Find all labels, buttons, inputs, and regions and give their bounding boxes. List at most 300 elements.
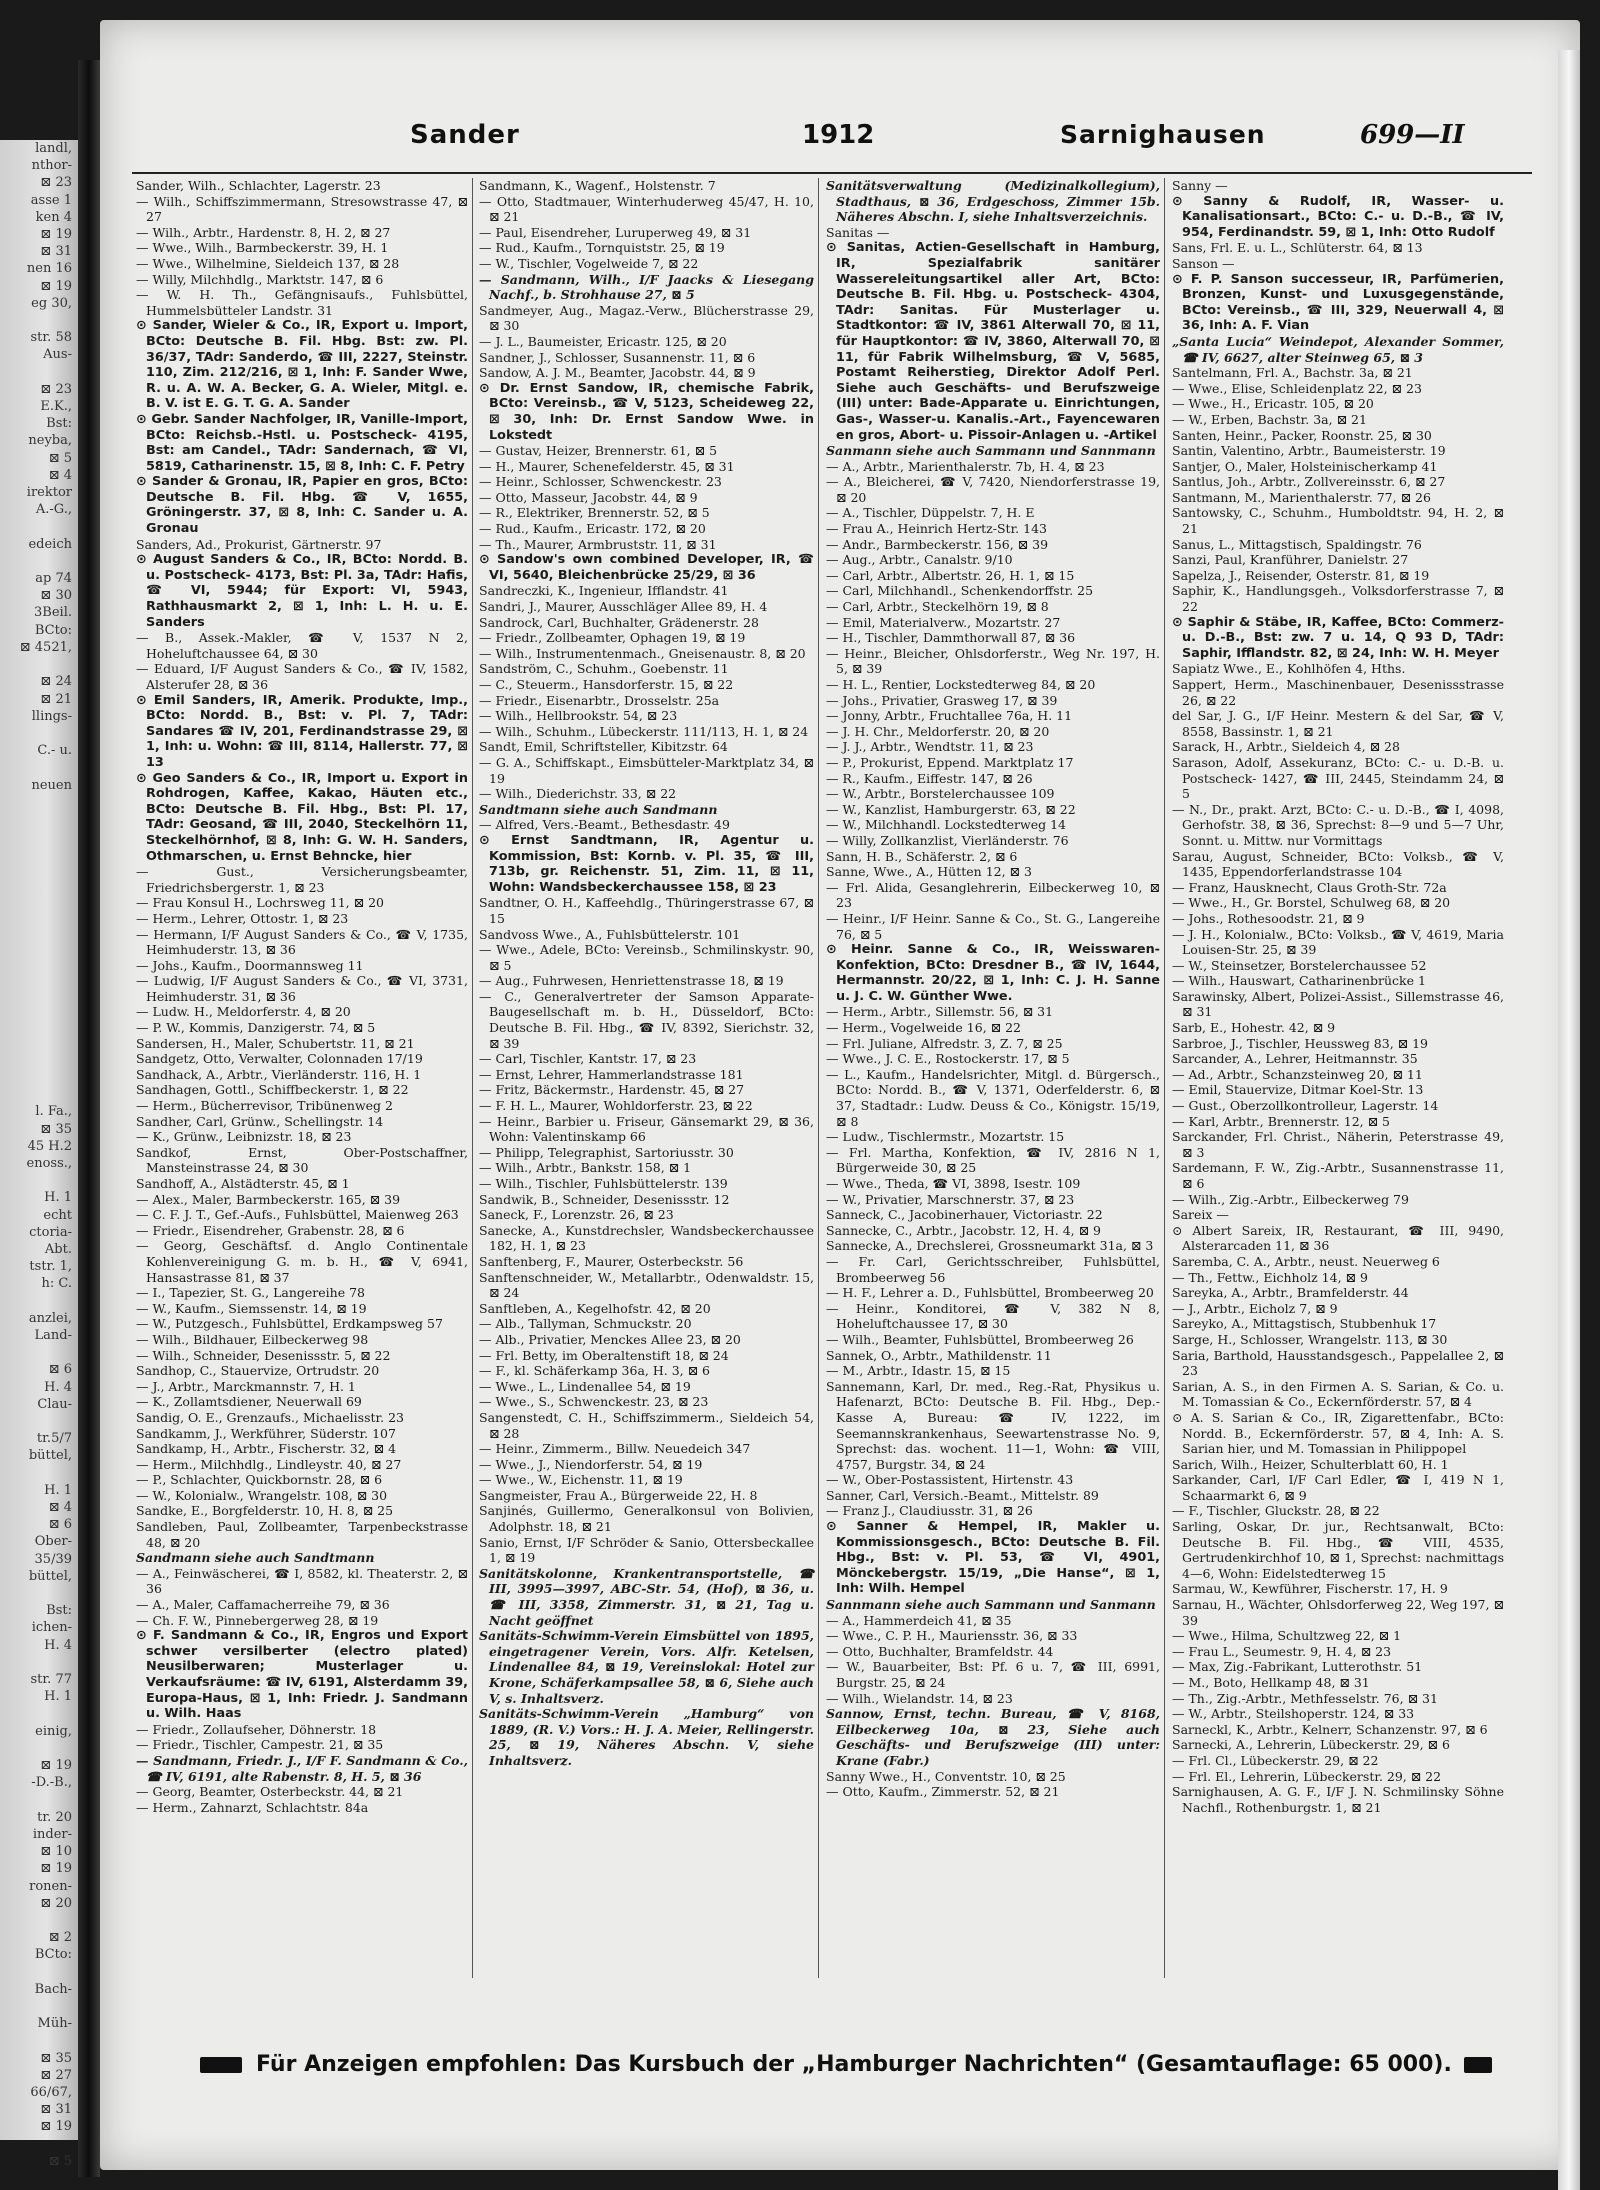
- directory-entry: — Wwe., Wilhelmine, Sieldeich 137, ⊠ 28: [136, 255, 400, 271]
- directory-entry: — Carl, Arbtr., Albertstr. 26, H. 1, ⊠ 15: [826, 567, 1075, 583]
- directory-entry: — Eduard, I/F August Sanders & Co., ☎ IV, 1582, Alsterufer 28, ⊠ 36: [136, 661, 468, 692]
- directory-entry: — Max, Zig.-Fabrikant, Lutterothstr. 51: [1172, 1659, 1423, 1675]
- facing-page-fragment: 35/39: [34, 1551, 72, 1567]
- directory-entry: Sannecke, C., Arbtr., Jacobstr. 12, H. 4, ⊠ 9: [826, 1222, 1101, 1238]
- directory-entry: Sannecke, A., Drechslerei, Grossneumarkt 31a, ⊠ 3: [826, 1238, 1154, 1254]
- facing-page-fragment: Ober-: [34, 1534, 72, 1550]
- directory-entry: — P., Schlachter, Quickbornstr. 28, ⊠ 6: [136, 1472, 383, 1488]
- directory-entry: — B., Assek.-Makler, ☎ V, 1537 N 2, Hoheluftchaussee 64, ⊠ 30: [136, 630, 468, 661]
- directory-entry: — C., Generalvertreter der Samson Apparate-Baugesellschaft m. b. H., Düsseldorf, BCto: Deutsche B. Fil. Hbg., ☎ IV, 8392, Sierichstr. 32, ⊠ 39: [479, 988, 814, 1051]
- directory-entry: — Ludw., Tischlermstr., Mozartstr. 15: [826, 1129, 1065, 1145]
- directory-entry: — Wilh., Schuhm., Lübeckerstr. 111/113, H. 1, ⊠ 24: [479, 723, 809, 739]
- directory-entry: Sandtmann siehe auch Sandmann: [479, 801, 718, 817]
- directory-entry: Sandmeyer, Aug., Magaz.-Verw., Blücherstrasse 29, ⊠ 30: [479, 302, 814, 334]
- pointing-hand-icon: [200, 2057, 242, 2073]
- facing-page-fragment: [0, 1998, 78, 2015]
- facing-page-fragment: [0, 914, 78, 931]
- directory-entry: ⊙ Gebr. Sander Nachfolger, IR, Vanille-Import, BCto: Reichsb.-Hstl. u. Postscheck- 4195, Bst: am Candel., TAdr: Sandernach, ☎ VI, 5819, Catharinenstr. 15, ⊠ 8, Inh: C. F. Petry: [136, 411, 468, 474]
- directory-entry: — I., Tapezier, St. G., Langereihe 78: [136, 1285, 365, 1301]
- facing-page-fragment: [0, 1172, 78, 1189]
- directory-entry: Sandmann siehe auch Sandtmann: [136, 1550, 375, 1566]
- directory-entry: — Alfred, Vers.-Beamt., Bethesdastr. 49: [479, 817, 730, 833]
- facing-page-fragment: Aus-: [43, 347, 72, 363]
- directory-entry: Sandkamm, J., Werkführer, Süderstr. 107: [136, 1425, 396, 1441]
- facing-page-fragment: büttel,: [28, 1448, 72, 1464]
- directory-entry: — W., Tischler, Vogelweide 7, ⊠ 22: [479, 255, 699, 271]
- directory-entry: — Frl. Alida, Gesanglehrerin, Eilbeckerweg 10, ⊠ 23: [826, 879, 1160, 911]
- directory-entry: — Frau Konsul H., Lochrsweg 11, ⊠ 20: [136, 895, 384, 911]
- facing-page-fragment: H. 4: [44, 1637, 72, 1653]
- directory-entry: — Wwe., Theda, ☎ VI, 3898, Isestr. 109: [826, 1176, 1081, 1191]
- directory-entry: Sandmann, K., Wagenf., Holstenstr. 7: [479, 178, 716, 193]
- facing-page-fragment: ⊠ 35: [40, 2050, 72, 2066]
- directory-entry: — Wilh., Schneider, Desenissstr. 5, ⊠ 22: [136, 1347, 391, 1363]
- facing-page-fragment: [0, 828, 78, 845]
- directory-entry: ⊙ Sander & Gronau, IR, Papier en gros, BCto: Deutsche B. Fil. Hbg. ☎ V, 1655, Gröningerstr. 37, ⊠ 8, Inh: C. Sander u. A. Gronau: [136, 474, 468, 537]
- directory-entry: — A., Maler, Caffamacherreihe 79, ⊠ 36: [136, 1597, 390, 1613]
- directory-entry: Sarneckl, K., Arbtr., Kelnerr, Schanzenstr. 97, ⊠ 6: [1172, 1721, 1488, 1737]
- directory-entry: — Wwe., H., Ericastr. 105, ⊠ 20: [1172, 396, 1374, 412]
- directory-entry: — Georg, Beamter, Osterbeckstr. 44, ⊠ 21: [136, 1784, 404, 1800]
- facing-page-fragment: 66/67,: [30, 2084, 72, 2100]
- directory-entry: Sandhoff, A., Alstädterstr. 45, ⊠ 1: [136, 1176, 350, 1191]
- facing-page-fragment: [0, 1017, 78, 1034]
- facing-page-fragment: ⊠ 30: [40, 588, 72, 604]
- facing-page-fragment: einig,: [35, 1723, 72, 1739]
- directory-entry: Sander, Wilh., Schlachter, Lagerstr. 23: [136, 178, 381, 193]
- directory-entry: Sareyko, A., Mittagstisch, Stubbenhuk 17: [1172, 1316, 1437, 1332]
- directory-entry: — Ludwig, I/F August Sanders & Co., ☎ VI, 3731, Heimhuderstr. 31, ⊠ 36: [136, 973, 468, 1004]
- facing-page-fragment: [0, 1293, 78, 1310]
- directory-entry: Sarkander, Carl, I/F Carl Edler, ☎ I, 419 N 1, Schaarmarkt 6, ⊠ 9: [1172, 1472, 1504, 1503]
- directory-entry: — Frl. Juliane, Alfredstr. 3, Z. 7, ⊠ 25: [826, 1035, 1063, 1051]
- directory-entry: Sanitätsverwaltung (Medizinalkollegium), Stadthaus, ⊠ 36, Erdgeschoss, Zimmer 15b. Näheres Abschn. I, siehe Inhaltsverzeichnis.: [826, 178, 1160, 225]
- facing-page-fragment: [0, 1052, 78, 1069]
- directory-entry: Sandkamp, H., Arbtr., Fischerstr. 32, ⊠ 4: [136, 1441, 397, 1457]
- directory-entry: — Wwe., W., Eichenstr. 11, ⊠ 19: [479, 1472, 683, 1488]
- directory-entry: — P. W., Kommis, Danzigerstr. 74, ⊠ 5: [136, 1020, 376, 1036]
- directory-entry: — Gust., Oberzollkontrolleur, Lagerstr. 14: [1172, 1098, 1439, 1114]
- facing-page-fragment: str. 58: [30, 330, 72, 346]
- directory-entry: Sandt, Emil, Schriftsteller, Kibitzstr. 64: [479, 739, 728, 755]
- facing-page-fragment: Müh-: [37, 2016, 72, 2032]
- facing-page-fragment: Clau-: [37, 1396, 72, 1412]
- directory-entry: — Heinr., Zimmerm., Billw. Neuedeich 347: [479, 1441, 751, 1457]
- directory-entry: — Wilh., Beamter, Fuhlsbüttel, Brombeerweg 26: [826, 1331, 1134, 1347]
- directory-entry: ⊙ Sander, Wieler & Co., IR, Export u. Import, BCto: Deutsche B. Fil. Hbg. Bst: zw. Pl. 36/37, TAdr: Sanderdo, ☎ III, 2227, Steinstr. 110, Zim. 212/216, ⊠ 1, Inh: F. Sander Wwe, R. u. A. W. A. Becker, G. A. Wieler, Mitgl. e. B. V. ist E. G. T. G. A. Sander: [136, 318, 468, 412]
- facing-page-fragment: ⊠ 31: [40, 244, 72, 260]
- facing-page-fragment: [0, 2136, 78, 2153]
- directory-entry: — Georg, Geschäftsf. d. Anglo Continentale Kohlenvereinigung G. m. b. H., ☎ V, 6941, Hansastrasse 81, ⊠ 37: [136, 1238, 468, 1285]
- directory-entry: — W., Kanzlist, Hamburgerstr. 63, ⊠ 22: [826, 801, 1076, 817]
- directory-entry: — W., Ober-Postassistent, Hirtenstr. 43: [826, 1472, 1074, 1488]
- facing-page-fragment: [0, 1465, 78, 1482]
- directory-entry: — W., Erben, Bachstr. 3a, ⊠ 21: [1172, 411, 1367, 427]
- directory-entry: — Wilh., Hauswart, Catharinenbrücke 1: [1172, 973, 1426, 989]
- directory-entry: ⊙ A. S. Sarian & Co., IR, Zigarettenfabr., BCto: Nordd. B., Eckernförderstr. 57, ⊠ 4, Inh: A. S. Sarian hier, und M. Tomassian in Philippopel: [1172, 1409, 1504, 1457]
- facing-page-fragment: büttel,: [28, 1568, 72, 1584]
- facing-page-fragment: [0, 863, 78, 880]
- directory-entry: Sareix —: [1172, 1207, 1229, 1223]
- facing-page-fragment: [0, 1585, 78, 1602]
- facing-page-fragment: A.-G.,: [35, 502, 72, 518]
- directory-entry: — W., Bauarbeiter, Bst: Pf. 6 u. 7, ☎ III, 6991, Burgstr. 25, ⊠ 24: [826, 1659, 1160, 1690]
- directory-entry: ⊙ Dr. Ernst Sandow, IR, chemische Fabrik, BCto: Vereinsb., ☎ V, 5123, Scheideweg 22, ⊠ 30, Inh: Dr. Ernst Sandow Wwe. in Lokstedt: [479, 380, 814, 443]
- directory-entry: — Wwe., J., Niendorferstr. 54, ⊠ 19: [479, 1456, 703, 1472]
- directory-entry: Sangenstedt, C. H., Schiffszimmerm., Sieldeich 54, ⊠ 28: [479, 1409, 814, 1441]
- facing-page-fragment: ⊠ 24: [40, 674, 72, 690]
- directory-entry: — J. J., Arbtr., Wendtstr. 11, ⊠ 23: [826, 739, 1034, 755]
- header-rule: [132, 172, 1532, 174]
- directory-entry: — Frl. Betty, im Oberaltenstift 18, ⊠ 24: [479, 1347, 729, 1363]
- facing-page-fragment: landl,: [35, 141, 72, 156]
- directory-entry: Santelmann, Frl. A., Bachstr. 3a, ⊠ 21: [1172, 365, 1413, 381]
- facing-page-fragment: BCto:: [34, 1947, 72, 1963]
- directory-entry: — C. F. J. T., Gef.-Aufs., Fuhlsbüttel, Maienweg 263: [136, 1207, 459, 1223]
- facing-page-fragment: edeich: [28, 536, 72, 552]
- directory-entry: Santmann, M., Marienthalerstr. 77, ⊠ 26: [1172, 489, 1431, 505]
- directory-entry: — Friedr., Zollbeamter, Ophagen 19, ⊠ 19: [479, 630, 746, 646]
- directory-entry: Sandvoss Wwe., A., Fuhlsbüttelerstr. 101: [479, 926, 741, 942]
- footer-text: Für Anzeigen empfohlen: Das Kursbuch der „Hamburger Nachrichten“ (Gesamtauflage: 65 000).: [256, 2052, 1452, 2077]
- directory-entry: Sarmau, W., Kewführer, Fischerstr. 17, H. 9: [1172, 1581, 1448, 1597]
- directory-entry: — Sandmann, Friedr. J., I/F F. Sandmann & Co., ☎ IV, 6191, alte Rabenstr. 8, H. 5, ⊠ 36: [136, 1752, 468, 1784]
- directory-entry: — Willy, Milchhdlg., Marktstr. 147, ⊠ 6: [136, 271, 384, 287]
- facing-page-fragment: [0, 983, 78, 1000]
- directory-entry: — Heinr., Barbier u. Friseur, Gänsemarkt 29, ⊠ 36, Wohn: Valentinskamp 66: [479, 1113, 814, 1145]
- directory-entry: — Emil, Stauervize, Ditmar Koel-Str. 13: [1172, 1082, 1424, 1098]
- facing-page-fragment: [0, 845, 78, 862]
- directory-entry: — W., Kaufm., Siemssenstr. 14, ⊠ 19: [136, 1300, 367, 1316]
- directory-entry: — Herm., Lehrer, Ottostr. 1, ⊠ 23: [136, 910, 349, 926]
- directory-entry: — Carl, Milchhandl., Schenkendorffstr. 25: [826, 583, 1094, 599]
- directory-entry: — Alex., Maler, Barmbeckerstr. 165, ⊠ 39: [136, 1191, 401, 1207]
- header-left-name: Sander: [410, 120, 520, 150]
- directory-entry: — Heinr., Konditorei, ☎ V, 382 N 8, Hoheluftchaussee 17, ⊠ 30: [826, 1300, 1160, 1332]
- directory-entry: ⊙ Sanner & Hempel, IR, Makler u. Kommissionsgesch., BCto: Deutsche B. Fil. Hbg., Bst: v. Pl. 53, ☎ VI, 4901, Mönckebergstr. 15/19, „Die Hanse“, ⊠ 1, Inh: Wilh. Hempel: [826, 1519, 1160, 1597]
- facing-page-fragment: H. 4: [44, 1379, 72, 1395]
- directory-entry: — L., Kaufm., Handelsrichter, Mitgl. d. Bürgersch., BCto: Nordd. B., ☎ V, 1371, Oderfelderstr. 6, ⊠ 37, Stadtadr.: Ludw. Deuss & Co., Königstr. 15/19, ⊠ 8: [826, 1066, 1160, 1129]
- directory-entry: ⊙ August Sanders & Co., IR, BCto: Nordd. B. u. Postscheck- 4173, Bst: Pl. 3a, TAdr: Hafis, ☎ VI, 5944; für Export: VI, 5943, Rathhausmarkt 2, ⊠ 1, Inh: L. H. u. E. Sanders: [136, 552, 468, 630]
- directory-entry: — Heinr., I/F Heinr. Sanne & Co., St. G., Langereihe 76, ⊠ 5: [826, 910, 1160, 942]
- directory-entry: — Friedr., Eisendreher, Grabenstr. 28, ⊠ 6: [136, 1222, 405, 1238]
- directory-entry: — Alb., Tallyman, Schmuckstr. 20: [479, 1316, 692, 1332]
- directory-entry: — W., Steinsetzer, Borstelerchaussee 52: [1172, 957, 1427, 973]
- facing-page-fragment: ⊠ 19: [40, 2119, 72, 2135]
- facing-page-fragment: H. 1: [44, 1482, 72, 1498]
- facing-page-fragment: [0, 1964, 78, 1981]
- directory-entry: — Wwe., Hilma, Schultzweg 22, ⊠ 1: [1172, 1628, 1402, 1644]
- directory-entry: Santlus, Joh., Arbtr., Zollvereinsstr. 6, ⊠ 27: [1172, 474, 1446, 490]
- directory-entry: — W., Arbtr., Borstelerchaussee 109: [826, 786, 1055, 802]
- facing-page-fragment: ⊠ 19: [40, 278, 72, 294]
- directory-entry: — Wwe., C. P. H., Mauriensstr. 36, ⊠ 33: [826, 1628, 1078, 1644]
- directory-entry: — H., Tischler, Dammthorwall 87, ⊠ 36: [826, 630, 1076, 646]
- directory-entry: — W., Putzgesch., Fuhlsbüttel, Erdkampsweg 57: [136, 1316, 443, 1332]
- facing-page-fragment: ⊠ 6: [48, 1517, 72, 1533]
- directory-entry: — Paul, Eisendreher, Luruperweg 49, ⊠ 31: [479, 224, 752, 240]
- directory-entry: — Franz, Hausknecht, Claus Groth-Str. 72a: [1172, 879, 1447, 895]
- facing-page-fragment: tr. 20: [37, 1809, 72, 1825]
- facing-page-fragment: eg 30,: [31, 295, 72, 311]
- facing-page-fragment: nen 16: [26, 261, 72, 277]
- directory-entry: — Friedr., Zollaufseher, Döhnerstr. 18: [136, 1721, 377, 1737]
- directory-entry: Sarling, Oskar, Dr. jur., Rechtsanwalt, BCto: Deutsche B. Fil. Hbg., ☎ VIII, 4535, Gertrudenkirchhof 10, ⊠ 1, Sprechst: nachmittags 4—6, Wohn: Eidelstedterweg 15: [1172, 1519, 1504, 1581]
- facing-page-fragment: [0, 811, 78, 828]
- directory-entry: — A., Arbtr., Marienthalerstr. 7b, H. 4, ⊠ 23: [826, 458, 1105, 474]
- facing-page-fragment: ⊠ 23: [40, 381, 72, 397]
- directory-entry: — Frl. Martha, Konfektion, ☎ IV, 2816 N 1, Bürgerweide 30, ⊠ 25: [826, 1144, 1160, 1176]
- facing-page-fragment: ap 74: [35, 571, 72, 587]
- facing-page-fragment: ⊠ 5: [48, 450, 72, 466]
- directory-entry: Sann, H. B., Schäferstr. 2, ⊠ 6: [826, 848, 1018, 864]
- facing-page-fragment: [0, 897, 78, 914]
- directory-entry: — Otto, Stadtmauer, Winterhuderweg 45/47, H. 10, ⊠ 21: [479, 193, 814, 225]
- header-right-name: Sarnighausen: [1060, 120, 1266, 149]
- facing-page-fragment: ken 4: [35, 209, 72, 225]
- facing-page-fragment: l. Fa.,: [35, 1104, 72, 1120]
- facing-page-fragment: ctoria-: [29, 1224, 72, 1240]
- directory-entry: — J. L., Baumeister, Ericastr. 125, ⊠ 20: [479, 333, 727, 349]
- directory-entry: — Wilh., Instrumentenmach., Gneisenaustr. 8, ⊠ 20: [479, 645, 806, 661]
- directory-entry: Sandkof, Ernst, Ober-Postschaffner, Mansteinstrasse 24, ⊠ 30: [136, 1144, 468, 1176]
- directory-entry: ⊙ Geo Sanders & Co., IR, Import u. Export in Rohdrogen, Kaffee, Kakao, Häuten etc., BCto: Deutsche B. Fil. Hbg., Bst: Pl. 17, TAdr: Geosand, ☎ III, 2040, Steckelhörn 11, Steckelhörnhof, ⊠ 8, Inh: G. W. H. Sanders, Othmarschen, u. Ernst Behncke, hier: [136, 770, 468, 864]
- directory-entry: Sarawinsky, Albert, Polizei-Assist., Sillemstrasse 46, ⊠ 31: [1172, 988, 1504, 1020]
- directory-columns: [132, 178, 1552, 1978]
- directory-entry: Sandri, J., Maurer, Ausschläger Allee 89, H. 4: [479, 599, 768, 615]
- facing-page-fragment: ⊠ 6: [48, 1362, 72, 1378]
- directory-entry: Sandner, J., Schlosser, Susannenstr. 11, ⊠ 6: [479, 349, 756, 365]
- directory-entry: Saria, Barthold, Hausstandsgesch., Pappelallee 2, ⊠ 23: [1172, 1347, 1504, 1379]
- directory-entry: — Rud., Kaufm., Ericastr. 172, ⊠ 20: [479, 521, 706, 537]
- directory-entry: ⊙ F. Sandmann & Co., IR, Engros und Export schwer versilberter (electro plated) Neusilberwaren; Musterlager u. Verkaufsräume: ☎ IV, 6191, Alsterdamm 39, Europa-Haus, ⊠ 1, Inh: Friedr. J. Sandmann u. Wilh. Haas: [136, 1628, 468, 1722]
- directory-entry: ⊙ Albert Sareix, IR, Restaurant, ☎ III, 9490, Alsterarcaden 11, ⊠ 36: [1172, 1222, 1504, 1254]
- facing-page-fragment: [0, 518, 78, 535]
- directory-entry: — J. H. Chr., Meldorferstr. 20, ⊠ 20: [826, 723, 1050, 739]
- facing-page-fragment: ⊠ 2: [48, 1930, 72, 1946]
- facing-page-fragment: [0, 794, 78, 811]
- directory-entry: — Wwe., Wilh., Barmbeckerstr. 39, H. 1: [136, 240, 389, 256]
- directory-entry: Saneck, F., Lorenzstr. 26, ⊠ 23: [479, 1207, 674, 1223]
- directory-entry: — J. H., Kolonialw., BCto: Volksb., ☎ V, 4619, Maria Louisen-Str. 25, ⊠ 39: [1172, 926, 1504, 958]
- directory-entry: Sanftleben, A., Kegelhofstr. 42, ⊠ 20: [479, 1300, 711, 1316]
- facing-page-fragment: ⊠ 23: [40, 175, 72, 191]
- directory-entry: — N., Dr., prakt. Arzt, BCto: C.- u. D.-B., ☎ I, 4098, Gerhofstr. 38, ⊠ 36, Sprechst: 8—9 und 5—7 Uhr, Sonnt. u. Mittw. nur Vormittags: [1172, 801, 1504, 848]
- directory-entry: Sarnau, H., Wächter, Ohlsdorferweg 22, Weg 197, ⊠ 39: [1172, 1597, 1504, 1628]
- column-3: [822, 178, 1165, 1978]
- facing-page-fragment: asse 1: [30, 192, 72, 208]
- directory-entry: — Willy, Zollkanzlist, Vierländerstr. 76: [826, 832, 1069, 848]
- directory-entry: — Gust., Versicherungsbeamter, Friedrichsbergerstr. 1, ⊠ 23: [136, 864, 468, 895]
- directory-entry: — K., Zollamtsdiener, Neuerwall 69: [136, 1394, 362, 1410]
- directory-entry: Sapelza, J., Reisender, Osterstr. 81, ⊠ 19: [1172, 567, 1430, 583]
- facing-page-fragment: H. 1: [44, 1689, 72, 1705]
- directory-entry: — A., Hammerdeich 41, ⊠ 35: [826, 1612, 1012, 1628]
- facing-page-fragment: ⊠ 19: [40, 227, 72, 243]
- book-gutter: [78, 60, 100, 2177]
- facing-page-fragment: str. 77: [30, 1672, 72, 1688]
- directory-entry: Sanitas —: [826, 224, 890, 240]
- pointing-hand-icon: [1464, 2057, 1492, 2073]
- facing-page-fragment: [0, 1000, 78, 1017]
- facing-page-fragment: [0, 949, 78, 966]
- directory-entry: — Th., Maurer, Armbruststr. 11, ⊠ 31: [479, 536, 717, 552]
- directory-entry: — Jonny, Arbtr., Fruchtallee 76a, H. 11: [826, 708, 1073, 724]
- directory-entry: — F., Tischler, Gluckstr. 28, ⊠ 22: [1172, 1503, 1380, 1519]
- page-edge: [1558, 50, 1580, 2190]
- directory-entry: — Wilh., Diederichstr. 33, ⊠ 22: [479, 786, 677, 802]
- facing-page-fragment: [0, 1705, 78, 1722]
- directory-entry: — Friedr., Tischler, Campestr. 21, ⊠ 35: [136, 1737, 384, 1753]
- facing-page-fragment: h: C.: [41, 1276, 72, 1292]
- directory-entry: — Otto, Buchhalter, Bramfeldstr. 44: [826, 1643, 1054, 1659]
- facing-page-fragment: -D.-B.,: [31, 1775, 72, 1791]
- directory-entry: del Sar, J. G., I/F Heinr. Mestern & del Sar, ☎ V, 8558, Bassinstr. 1, ⊠ 21: [1172, 708, 1504, 739]
- facing-page-fragment: [0, 364, 78, 381]
- directory-entry: Sandig, O. E., Grenzaufs., Michaelisstr. 23: [136, 1409, 404, 1425]
- directory-entry: Sanzi, Paul, Kranführer, Danielstr. 27: [1172, 552, 1409, 568]
- directory-entry: — Fr. Carl, Gerichtsschreiber, Fuhlsbüttel, Brombeerweg 56: [826, 1253, 1160, 1285]
- directory-entry: — Heinr., Schlosser, Schwenckestr. 23: [479, 474, 722, 490]
- directory-entry: — J., Arbtr., Marckmannstr. 7, H. 1: [136, 1378, 356, 1394]
- facing-page-fragment: llings-: [31, 708, 72, 724]
- facing-page-fragment: Bach-: [34, 1981, 72, 1997]
- directory-entry: — Emil, Materialverw., Mozartstr. 27: [826, 614, 1061, 630]
- facing-page-fragment: [0, 1413, 78, 1430]
- directory-entry: Sannmann siehe auch Sammann und Sanmann: [826, 1597, 1156, 1613]
- facing-page-fragment: C.- u.: [37, 743, 72, 759]
- directory-entry: — Herm., Arbtr., Sillemstr. 56, ⊠ 31: [826, 1004, 1054, 1020]
- directory-entry: Sandreczki, K., Ingenieur, Ifflandstr. 41: [479, 583, 729, 599]
- directory-entry: — Wwe., J. C. E., Rostockerstr. 17, ⊠ 5: [826, 1051, 1070, 1067]
- directory-entry: — Herm., Zahnarzt, Schlachtstr. 84a: [136, 1799, 369, 1815]
- directory-entry: — Ch. F. W., Pinnebergerweg 28, ⊠ 19: [136, 1612, 379, 1628]
- directory-entry: Sanner, Carl, Versich.-Beamt., Mittelstr. 89: [826, 1487, 1099, 1503]
- directory-entry: Sanny —: [1172, 178, 1228, 193]
- directory-entry: Sannemann, Karl, Dr. med., Reg.-Rat, Physikus u. Hafenarzt, BCto: Deutsche B. Fil. Hbg., Dep.-Kasse A, Bureau: ☎ IV, 1222, im Seemannskrankenhaus, Seewartenstrasse No. 9, Sprechst: das. wochent. 11—1, Wohn: ☎ VIII, 4757, Burgstr. 34, ⊠ 24: [826, 1378, 1160, 1472]
- directory-entry: Sarack, H., Arbtr., Sieldeich 4, ⊠ 28: [1172, 739, 1400, 755]
- directory-entry: ⊙ Saphir & Stäbe, IR, Kaffee, BCto: Commerz- u. D.-B., Bst: zw. 7 u. 14, Q 93 D, TAdr: Saphir, Ifflandstr. 82, ⊠ 24, Inh: W. H. Meyer: [1172, 614, 1504, 661]
- facing-page-fragment: Land-: [34, 1328, 72, 1344]
- directory-entry: Sarbroe, J., Tischler, Heussweg 83, ⊠ 19: [1172, 1035, 1428, 1051]
- directory-entry: Sanftenschneider, W., Metallarbtr., Odenwaldstr. 15, ⊠ 24: [479, 1269, 814, 1301]
- facing-page-fragment: [0, 553, 78, 570]
- directory-entry: — R., Elektriker, Brennerstr. 52, ⊠ 5: [479, 505, 710, 521]
- directory-entry: — P., Prokurist, Eppend. Marktplatz 17: [826, 754, 1074, 770]
- facing-page-fragment: ⊠ 4: [48, 467, 72, 483]
- directory-entry: Sarckander, Frl. Christ., Näherin, Peterstrasse 49, ⊠ 3: [1172, 1129, 1504, 1160]
- directory-entry: — Wilh., Tischler, Fuhlsbüttelerstr. 139: [479, 1176, 728, 1191]
- directory-entry: Sans, Frl. E. u. L., Schlüterstr. 64, ⊠ 13: [1172, 240, 1423, 256]
- directory-entry: Sanmann siehe auch Sammann und Sannmann: [826, 443, 1156, 459]
- directory-entry: Sanneck, C., Jacobinerhauer, Victoriastr. 22: [826, 1207, 1103, 1223]
- directory-entry: — Philipp, Telegraphist, Sartoriusstr. 30: [479, 1144, 734, 1160]
- directory-entry: — J., Arbtr., Eicholz 7, ⊠ 9: [1172, 1300, 1338, 1316]
- directory-entry: Sanson —: [1172, 255, 1235, 271]
- facing-page-fragment: Bst:: [46, 416, 72, 432]
- column-4: [1168, 178, 1508, 1978]
- directory-entry: Sandgetz, Otto, Verwalter, Colonnaden 17/19: [136, 1051, 423, 1067]
- directory-entry: — H., Maurer, Schenefelderstr. 45, ⊠ 31: [479, 458, 735, 474]
- directory-entry: Sanitätskolonne, Krankentransportstelle, ☎ III, 3995—3997, ABC-Str. 54, (Hof), ⊠ 36, u. ☎ III, 3358, Zimmerstr. 31, ⊠ 21, Tag u. Nacht geöffnet: [479, 1565, 814, 1628]
- facing-page-fragment: [0, 656, 78, 673]
- facing-page-fragment: ⊠ 35: [40, 1121, 72, 1137]
- directory-entry: ⊙ Ernst Sandtmann, IR, Agentur u. Kommission, Bst: Kornb. v. Pl. 35, ☎ III, 713b, gr. Reichenstr. 51, Zim. 11, ⊠ 11, Wohn: Wandsbeckerchaussee 158, ⊠ 23: [479, 832, 814, 895]
- directory-entry: — Hermann, I/F August Sanders & Co., ☎ V, 1735, Heimhuderstr. 13, ⊠ 36: [136, 926, 468, 958]
- directory-entry: — Carl, Arbtr., Steckelhörn 19, ⊠ 8: [826, 599, 1049, 615]
- directory-entry: — K., Grünw., Leibnizstr. 18, ⊠ 23: [136, 1129, 352, 1145]
- directory-entry: „Santa Lucia“ Weindepot, Alexander Sommer, ☎ IV, 6627, alter Steinweg 65, ⊠ 3: [1172, 333, 1504, 365]
- directory-entry: — A., Bleicherei, ☎ V, 7420, Niendorferstrasse 19, ⊠ 20: [826, 474, 1160, 505]
- directory-entry: — W. H. Th., Gefängnisaufs., Fuhlsbüttel, Hummelsbütteler Landstr. 31: [136, 287, 468, 318]
- directory-entry: — Rud., Kaufm., Tornquiststr. 25, ⊠ 19: [479, 240, 725, 256]
- directory-entry: ⊙ Sanitas, Actien-Gesellschaft in Hamburg, IR, Spezialfabrik sanitärer Wassereleitungsartikel aller Art, BCto: Deutsche B. Fil. Hbg. u. Postscheck- 4304, TAdr: Sanitas. Für Musterlager u. Stadtkontor: ☎ IV, 3861 Alterwall 70, ⊠ 11, für Hauptkontor: ☎ IV, 3860, Alterwall 70, ⊠ 11, für Fabrik Wilhelmsburg, ☎ V, 5685, Postamt Reiherstieg, Direktor Adolf Perl. Siehe auch Geschäfts- und Berufszweige (III) unter: Bade-Apparate u. Einrichtungen, Gas-, Wasser-u. Kanalis.-Art., Fayencewaren en gros, Abort- u. Pissoir-Anlagen u. -Artikel: [826, 240, 1160, 443]
- directory-entry: — Sandmann, Wilh., I/F Jaacks & Liesegang Nachf., b. Strohhause 27, ⊠ 5: [479, 271, 814, 303]
- directory-entry: — Wilh., Hellbrookstr. 54, ⊠ 23: [479, 708, 678, 724]
- directory-entry: — Karl, Arbtr., Brennerstr. 12, ⊠ 5: [1172, 1113, 1391, 1129]
- facing-page-fragment: irektor: [26, 485, 72, 501]
- directory-entry: Santowsky, C., Schuhm., Humboldtstr. 94, H. 2, ⊠ 21: [1172, 505, 1504, 537]
- header-year: 1912: [802, 120, 875, 150]
- directory-entry: — Wwe., L., Lindenallee 54, ⊠ 19: [479, 1378, 691, 1394]
- facing-page-fragment: BCto:: [34, 622, 72, 638]
- directory-entry: Sanders, Ad., Prokurist, Gärtnerstr. 97: [136, 536, 382, 552]
- directory-entry: — Herm., Milchhdlg., Lindleystr. 40, ⊠ 27: [136, 1456, 402, 1472]
- directory-entry: Sandström, C., Schuhm., Goebenstr. 11: [479, 661, 729, 677]
- directory-entry: Sarnecki, A., Lehrerin, Lübeckerstr. 29, ⊠ 6: [1172, 1737, 1450, 1753]
- directory-entry: — Wwe., Adele, BCto: Vereinsb., Schmilinskystr. 90, ⊠ 5: [479, 942, 814, 973]
- directory-entry: — Johs., Privatier, Grasweg 17, ⊠ 39: [826, 692, 1058, 708]
- directory-entry: — Carl, Tischler, Kantstr. 17, ⊠ 23: [479, 1051, 697, 1067]
- directory-entry: — A., Tischler, Düppelstr. 7, H. E: [826, 505, 1035, 521]
- directory-entry: — Fritz, Bäckermstr., Hardenstr. 45, ⊠ 27: [479, 1082, 745, 1098]
- directory-entry: ⊙ Emil Sanders, IR, Amerik. Produkte, Imp., BCto: Nordd. B., Bst: v. Pl. 7, TAdr: Sandares ☎ IV, 201, Ferdinandstrasse 29, ⊠ 1, Inh: u. Wohn: ☎ III, 8114, Hallerstr. 77, ⊠ 13: [136, 692, 468, 770]
- directory-entry: — H. F., Lehrer a. D., Fuhlsbüttel, Brombeerweg 20: [826, 1285, 1154, 1301]
- directory-entry: Sarich, Wilh., Heizer, Schulterblatt 60, H. 1: [1172, 1456, 1449, 1472]
- directory-entry: — Aug., Fuhrwesen, Henriettenstrasse 18, ⊠ 19: [479, 973, 784, 989]
- directory-entry: ⊙ Heinr. Sanne & Co., IR, Weisswaren-Konfektion, BCto: Dresdner B., ☎ IV, 1644, Hermannstr. 20/22, ⊠ 1, Inh: C. J. H. Sanne u. J. C. W. Günther Wwe.: [826, 942, 1160, 1004]
- directory-entry: — Aug., Arbtr., Canalstr. 9/10: [826, 552, 1013, 568]
- directory-entry: ⊙ F. P. Sanson successeur, IR, Parfümerien, Bronzen, Kunst- und Luxusgegenstände, BCto: Vereinsb., ☎ III, 329, Neuerwall 4, ⊠ 36, Inh: A. F. Vian: [1172, 271, 1504, 334]
- directory-entry: — Ludw. H., Meldorferstr. 4, ⊠ 20: [136, 1004, 351, 1020]
- facing-page-fragment: ⊠ 20: [40, 1895, 72, 1911]
- directory-entry: Santin, Valentino, Arbtr., Baumeisterstr. 19: [1172, 443, 1446, 459]
- directory-entry: Sandersen, H., Maler, Schubertstr. 11, ⊠ 21: [136, 1035, 415, 1051]
- directory-entry: — Wwe., Elise, Schleidenplatz 22, ⊠ 23: [1172, 380, 1422, 396]
- facing-page-fragment: ⊠ 31: [40, 2102, 72, 2118]
- facing-page-fragment: [0, 725, 78, 742]
- directory-entry: — W., Arbtr., Steilshoperstr. 124, ⊠ 33: [1172, 1706, 1415, 1722]
- directory-entry: — Th., Zig.-Arbtr., Methfesselstr. 76, ⊠ 31: [1172, 1690, 1438, 1706]
- directory-entry: — Franz J., Claudiusstr. 31, ⊠ 26: [826, 1503, 1033, 1519]
- directory-entry: — Frl. El., Lehrerin, Lübeckerstr. 29, ⊠ 22: [1172, 1768, 1442, 1784]
- facing-page-fragment: ichen-: [31, 1620, 72, 1636]
- directory-entry: — Andr., Barmbeckerstr. 156, ⊠ 39: [826, 536, 1049, 552]
- column-2: [475, 178, 819, 1978]
- facing-page-fragment: [0, 1086, 78, 1103]
- facing-page-fragment: 45 H.2: [27, 1138, 72, 1154]
- directory-entry: Sandhagen, Gottl., Schiffbeckerstr. 1, ⊠ 22: [136, 1082, 409, 1098]
- directory-entry: — W., Kolonialw., Wrangelstr. 108, ⊠ 30: [136, 1487, 388, 1503]
- directory-entry: Sandke, E., Borgfelderstr. 10, H. 8, ⊠ 25: [136, 1503, 394, 1519]
- facing-page-fragment: ⊠ 19: [40, 1861, 72, 1877]
- facing-page-fragment: [0, 1035, 78, 1052]
- facing-page-fragment: ⊠ 10: [40, 1844, 72, 1860]
- directory-entry: — Otto, Masseur, Jacobstr. 44, ⊠ 9: [479, 489, 698, 505]
- directory-entry: Sanitäts-Schwimm-Verein „Hamburg“ von 1889, (R. V.) Vors.: H. J. A. Meier, Rellingerstr. 25, ⊠ 19, Näheres Abschn. V, siehe Inhaltsverz.: [479, 1706, 814, 1768]
- facing-page-fragment: inder-: [32, 1826, 72, 1842]
- directory-entry: — Frl. Cl., Lübeckerstr. 29, ⊠ 22: [1172, 1752, 1379, 1768]
